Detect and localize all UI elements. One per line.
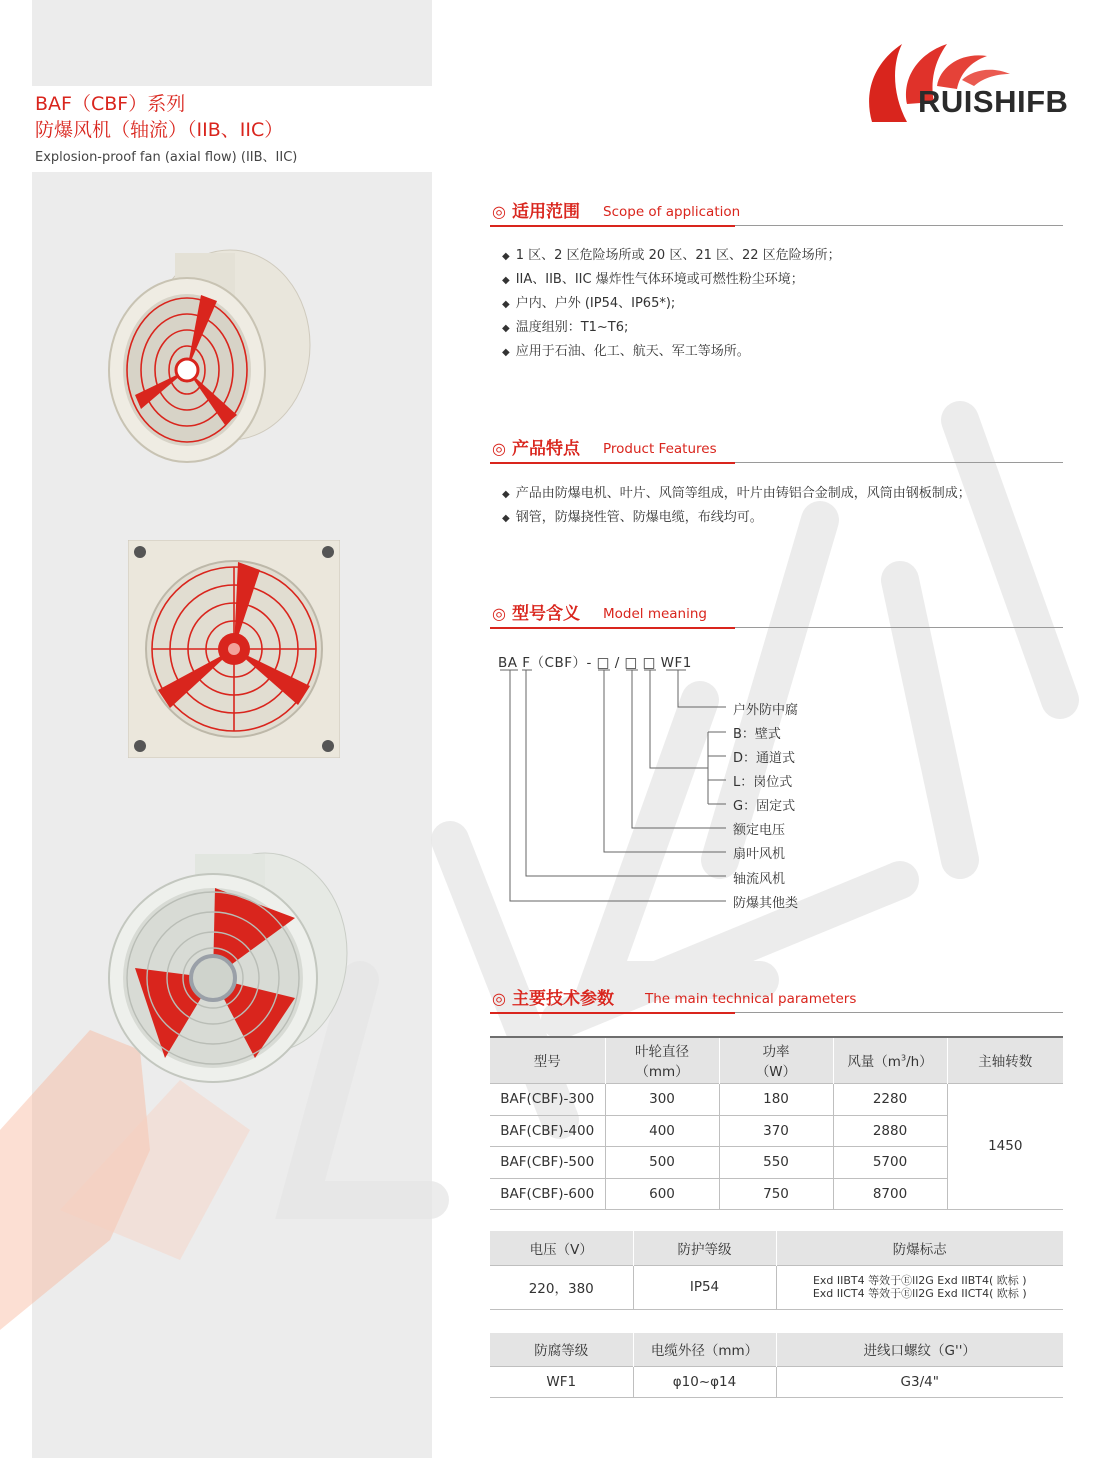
table-header-row [490, 1333, 1063, 1366]
diamond-bullet-icon: ◆ [502, 275, 510, 286]
scope-list [502, 244, 841, 364]
table-cell: 300 [605, 1083, 719, 1115]
model-label-other: 防爆其他类 [733, 896, 799, 911]
column-header: 功率 （W） [719, 1038, 833, 1083]
brand-logo-text: RUISHIFB [918, 84, 1069, 119]
column-header: 主轴转数 [947, 1038, 1063, 1083]
table-cell: 2880 [833, 1115, 947, 1146]
table-header-row [490, 1231, 1063, 1265]
table-cell: BAF(CBF)-600 [490, 1178, 605, 1209]
spec-table-cable [490, 1333, 1063, 1398]
list-item: ◆ 1 区、2 区危险场所或 20 区、21 区、22 区危险场所； [502, 248, 841, 263]
section-title-cn: 主要技术参数 [512, 989, 614, 1009]
table-cell: 220，380 [490, 1265, 633, 1309]
model-label-fixed: G：固定式 [733, 799, 796, 814]
column-header: 防爆标志 [776, 1231, 1063, 1265]
table-cell: WF1 [490, 1366, 633, 1397]
table-cell: 370 [719, 1115, 833, 1146]
model-code: BA F（CBF）- □ / □ □ WF1 [498, 655, 692, 671]
model-label-channel: D：通道式 [733, 751, 796, 766]
section-header-model [490, 597, 1063, 628]
diamond-bullet-icon: ◆ [502, 347, 510, 358]
column-header: 型号 [490, 1038, 605, 1083]
model-label-axial-fan: 轴流风机 [733, 872, 786, 887]
section-header-params [490, 982, 1063, 1013]
model-label-outdoor: 户外防中腐 [733, 703, 799, 718]
section-title-en: Scope of application [603, 204, 741, 220]
section-title-cn: 型号含义 [512, 604, 580, 624]
table-cell: BAF(CBF)-400 [490, 1115, 605, 1146]
section-title-en: The main technical parameters [645, 991, 857, 1007]
section-underline-accent [490, 225, 735, 227]
diamond-bullet-icon: ◆ [502, 513, 510, 524]
model-label-post: L：岗位式 [733, 775, 793, 790]
table-row [490, 1265, 1063, 1309]
table-cell: 600 [605, 1178, 719, 1209]
section-header-scope [490, 195, 1063, 226]
table-cell: 8700 [833, 1178, 947, 1209]
table-row [490, 1083, 1063, 1115]
section-underline-accent [490, 1012, 735, 1014]
list-item: ◆ 应用于石油、化工、航天、军工等场所。 [502, 344, 750, 359]
table-cell: 750 [719, 1178, 833, 1209]
list-item: ◆ 钢管，防爆挠性管、防爆电缆，布线均可。 [502, 510, 763, 525]
table-cell: 500 [605, 1146, 719, 1178]
list-item: ◆ 产品由防爆电机、叶片、风筒等组成，叶片由铸铝合金制成，风筒由钢板制成； [502, 486, 971, 501]
table-cell-ex-mark: Exd IIBT4 等效于Ⓔll2G Exd IIBT4( 欧标 ) Exd IICT4 等效于Ⓔll2G Exd IICT4( 欧标 ) [776, 1265, 1063, 1309]
column-header: 叶轮直径 （mm） [605, 1038, 719, 1083]
table-cell: G3/4" [776, 1366, 1063, 1397]
model-label-blade-fan: 扇叶风机 [733, 847, 786, 862]
diamond-bullet-icon: ◆ [502, 251, 510, 262]
spec-table-main [490, 1038, 1063, 1210]
page-title: BAF（CBF）系列 [35, 93, 186, 115]
table-cell: 550 [719, 1146, 833, 1178]
spec-table-protection [490, 1231, 1063, 1310]
column-header: 风量$(m^3/h)$ [833, 1038, 947, 1083]
table-header-row [490, 1038, 1063, 1083]
page-subtitle: 防爆风机（轴流）（IIB、IIC） [35, 119, 284, 141]
column-header: 进线口螺纹（G''） [776, 1333, 1063, 1366]
table-cell: φ10~φ14 [633, 1366, 776, 1397]
table-cell: 400 [605, 1115, 719, 1146]
column-header: 防腐等级 [490, 1333, 633, 1366]
model-meaning-diagram [490, 640, 750, 920]
column-header: 电压（V） [490, 1231, 633, 1265]
section-title-en: Product Features [603, 441, 717, 457]
table-row [490, 1366, 1063, 1397]
table-cell: BAF(CBF)-300 [490, 1083, 605, 1115]
model-label-rated-voltage: 额定电压 [733, 823, 786, 838]
column-header: 防护等级 [633, 1231, 776, 1265]
double-circle-icon: ◎ [492, 604, 506, 623]
table-cell: IP54 [633, 1265, 776, 1309]
table-cell: BAF(CBF)-500 [490, 1146, 605, 1178]
diamond-bullet-icon: ◆ [502, 323, 510, 334]
table-cell: 5700 [833, 1146, 947, 1178]
product-image-cylinder-fan [105, 245, 315, 470]
section-underline-accent [490, 627, 735, 629]
double-circle-icon: ◎ [492, 989, 506, 1008]
double-circle-icon: ◎ [492, 439, 506, 458]
product-image-square-fan [128, 540, 340, 758]
double-circle-icon: ◎ [492, 202, 506, 221]
column-header: 电缆外径（mm） [633, 1333, 776, 1366]
diamond-bullet-icon: ◆ [502, 489, 510, 500]
section-title-cn: 产品特点 [512, 439, 580, 459]
diamond-bullet-icon: ◆ [502, 299, 510, 310]
features-list [502, 482, 971, 530]
table-cell-speed: 1450 [947, 1083, 1063, 1209]
table-cell: 180 [719, 1083, 833, 1115]
table-cell: 2280 [833, 1083, 947, 1115]
list-item: ◆ 户内、户外 (IP54、IP65*); [502, 296, 676, 311]
section-header-features [490, 432, 1063, 463]
section-title-cn: 适用范围 [512, 202, 580, 222]
section-title-en: Model meaning [603, 606, 707, 622]
list-item: ◆ IIA、IIB、IIC 爆炸性气体环境或可燃性粉尘环境； [502, 272, 804, 287]
list-item: ◆ 温度组别：T1~T6; [502, 320, 629, 335]
page-title-english: Explosion-proof fan (axial flow) (IIB、IIC) [35, 150, 298, 165]
section-underline-accent [490, 462, 735, 464]
model-label-wall: B：壁式 [733, 727, 781, 742]
product-image-duct-fan [105, 848, 350, 1086]
